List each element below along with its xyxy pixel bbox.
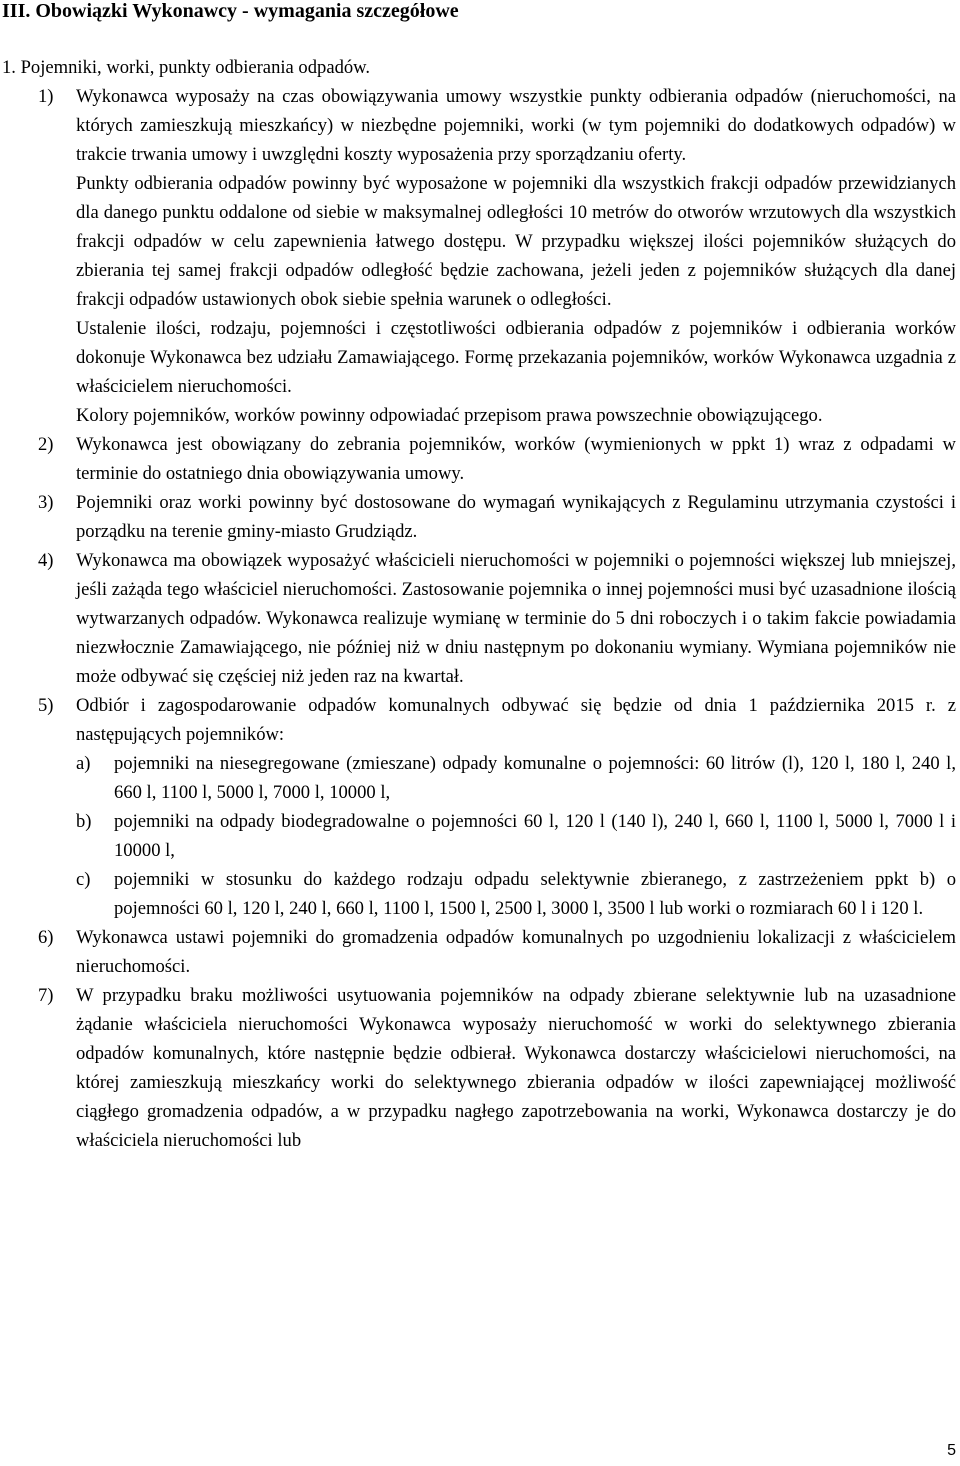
item-text: Wykonawca wyposaży na czas obowiązywania umowy wszystkie punkty odbierania odpadów (nieruchomości, na których zamieszkują mieszkańcy) w niezbędne pojemniki, worki (w tym pojemniki do dodatkowych odpadów) w trakcie trwania umowy i uwzględni koszty wyposażenia przy sporządzaniu oferty. (76, 86, 956, 165)
document-body (38, 82, 956, 1155)
list-item-7 (38, 981, 956, 1155)
list-item-5 (38, 691, 956, 749)
section-heading: III. Obowiązki Wykonawcy - wymagania szczegółowe (2, 0, 459, 22)
list-item-4 (38, 546, 956, 691)
item-text: Wykonawca ustawi pojemniki do gromadzenia odpadów komunalnych po uzgodnieniu lokalizacji z właścicielem nieruchomości. (76, 927, 956, 977)
item-text: Odbiór i zagospodarowanie odpadów komunalnych odbywać się będzie od dnia 1 października 2015 r. z następujących pojemników: (76, 695, 956, 745)
item-number: 2) (38, 434, 54, 455)
sub-item-label: c) (76, 869, 91, 890)
sub-item-a (38, 749, 956, 807)
paragraph-colors: Kolory pojemników, worków powinny odpowiadać przepisom prawa powszechnie obowiązującego. (76, 405, 823, 426)
sub-item-b (38, 807, 956, 865)
sub-item-label: a) (76, 753, 91, 774)
item-number: 4) (38, 550, 54, 571)
paragraph-quantity: Ustalenie ilości, rodzaju, pojemności i częstotliwości odbierania odpadów z pojemników i odbierania worków dokonuje Wykonawca bez udziału Zamawiającego. Formę przekazania pojemników, worków Wykonawca uzgadnia z właścicielem nieruchomości. (76, 318, 956, 397)
paragraph-collection-points: Punkty odbierania odpadów powinny być wyposażone w pojemniki dla wszystkich frakcji odpadów przewidzianych dla danego punktu oddalone od siebie w maksymalnej odległości 10 metrów do otworów wrzutowych dla wszystkich frakcji odpadów w celu zapewnienia łatwego dostępu. W przypadku większej ilości pojemników służących do zbierania tej samej frakcji odpadów odległość będzie zachowana, jeżeli jeden z pojemników służących dla danej frakcji odpadów ustawionych obok siebie spełnia warunek o odległości. (76, 173, 956, 310)
item-number: 6) (38, 927, 54, 948)
sub-item-text: pojemniki w stosunku do każdego rodzaju odpadu selektywnie zbieranego, z zastrzeżeniem ppkt b) o pojemności 60 l, 120 l, 240 l, 660 l, 1100 l, 1500 l, 2500 l, 3000 l, 3500 l lub worki o rozmiarach 60 l i 120 l. (114, 869, 956, 919)
sub-item-label: b) (76, 811, 92, 832)
subsection-heading: 1. Pojemniki, worki, punkty odbierania odpadów. (2, 57, 371, 78)
item-number: 7) (38, 985, 54, 1006)
item-text: Wykonawca ma obowiązek wyposażyć właścicieli nieruchomości w pojemniki o pojemności większej lub mniejszej, jeśli zażąda tego właściciel nieruchomości. Zastosowanie pojemnika o innej pojemności musi być uzasadnione ilością wytwarzanych odpadów. Wykonawca realizuje wymianę w terminie do 5 dni roboczych i o takim fakcie powiadamia niezwłocznie Zamawiającego, nie później niż w dniu następnym po dokonaniu wymiany. Wymiana pojemników nie może odbywać się częściej niż jeden raz na kwartał. (76, 550, 956, 687)
list-item-6 (38, 923, 956, 981)
item-text: Wykonawca jest obowiązany do zebrania pojemników, worków (wymienionych w ppkt 1) wraz z odpadami w terminie do ostatniego dnia obowiązywania umowy. (76, 434, 956, 484)
item-number: 3) (38, 492, 54, 513)
sub-item-text: pojemniki na odpady biodegradowalne o pojemności 60 l, 120 l (140 l), 240 l, 660 l, 1100 l, 5000 l, 7000 l i 10000 l, (114, 811, 956, 861)
item-text: Pojemniki oraz worki powinny być dostosowane do wymagań wynikających z Regulaminu utrzymania czystości i porządku na terenie gminy-miasto Grudziądz. (76, 492, 956, 542)
sub-item-c (38, 865, 956, 923)
page-number: 5 (947, 1442, 956, 1459)
item-number: 5) (38, 695, 54, 716)
sub-item-text: pojemniki na niesegregowane (zmieszane) odpady komunalne o pojemności: 60 litrów (l), 120 l, 180 l, 240 l, 660 l, 1100 l, 5000 l, 7000 l, 10000 l, (114, 753, 956, 803)
list-item-2 (38, 430, 956, 488)
list-item-3 (38, 488, 956, 546)
list-item-1 (38, 82, 956, 169)
item-text: W przypadku braku możliwości usytuowania pojemników na odpady zbierane selektywnie lub na uzasadnione żądanie właściciela nieruchomości Wykonawca wyposaży nieruchomość w worki do selektywnego zbierania odpadów komunalnych, które następnie będzie odbierał. Wykonawca dostarczy właścicielowi nieruchomości, na której zamieszkują mieszkańcy worki do selektywnego zbierania odpadów w ilości zapewniającej możliwość ciągłego gromadzenia odpadów, a w przypadku nagłego zapotrzebowania na worki, Wykonawca dostarczy je do właściciela nieruchomości lub (76, 985, 956, 1151)
item-number: 1) (38, 86, 54, 107)
